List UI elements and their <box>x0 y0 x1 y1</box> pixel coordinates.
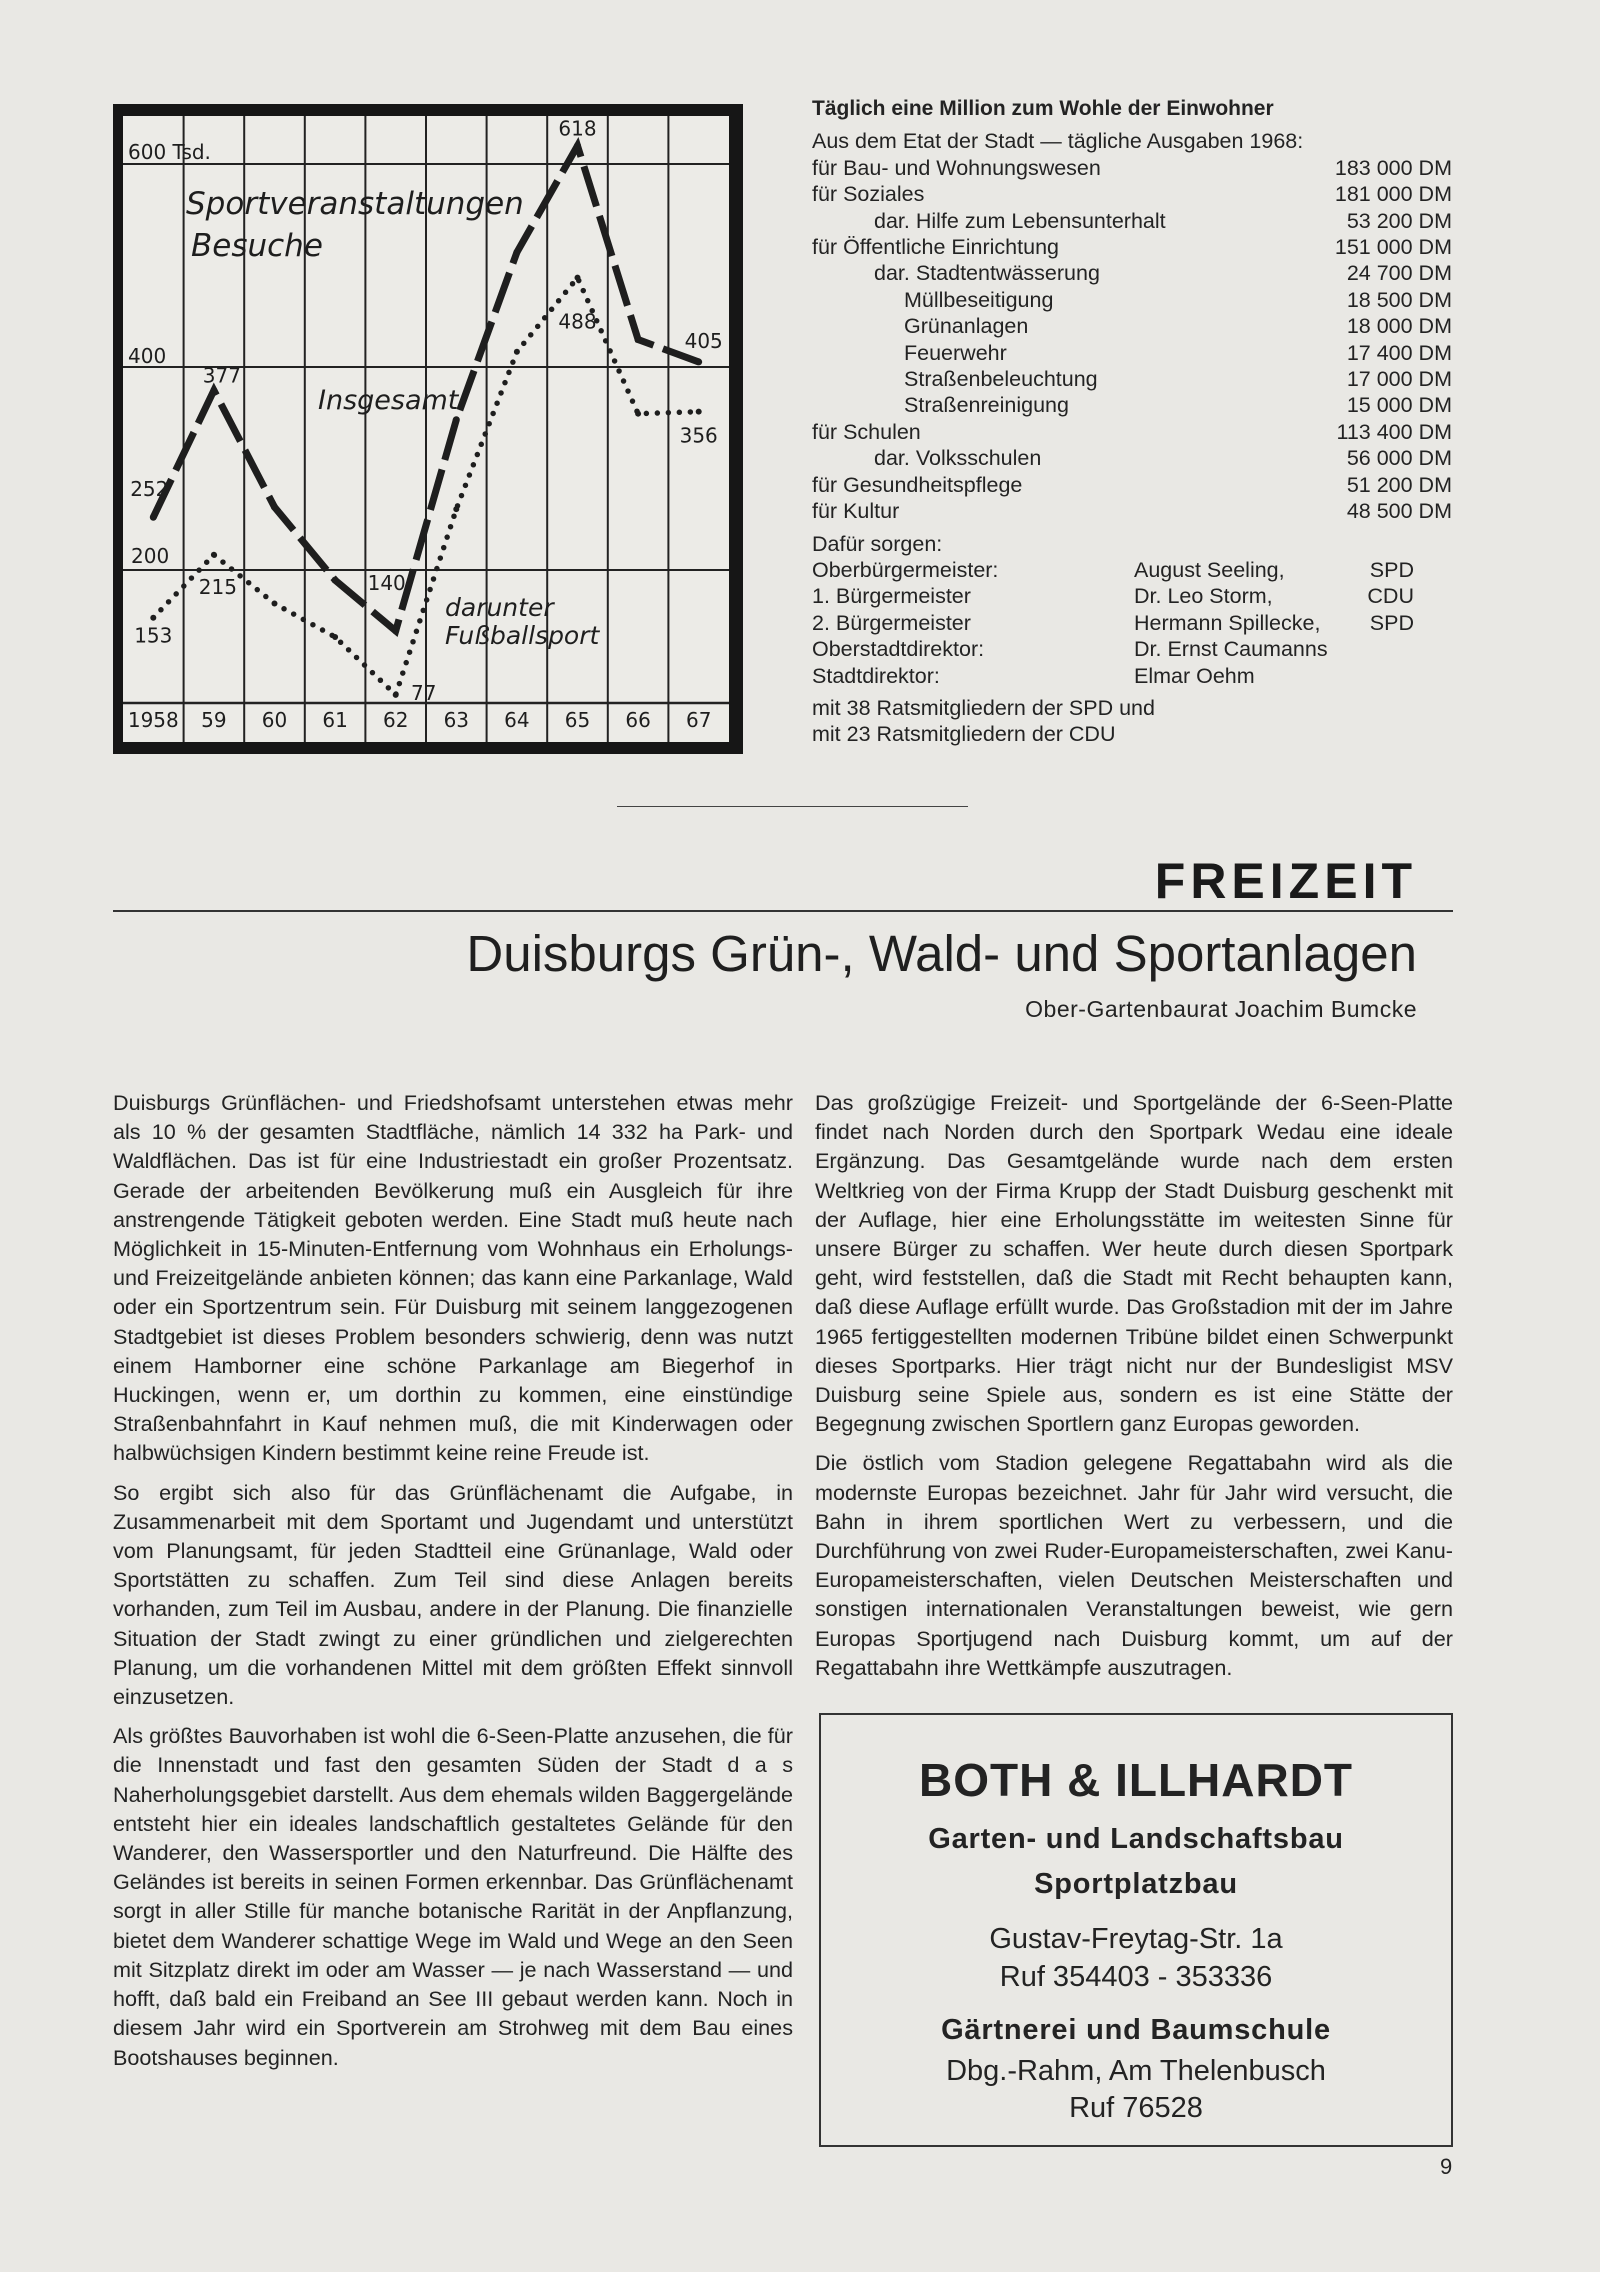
budget-label: Feuerwehr <box>904 340 1007 365</box>
ad-line: Garten- und Landschaftsbau <box>928 1823 1344 1855</box>
official-name: Dr. Ernst Caumanns <box>1134 637 1328 662</box>
budget-amount: 15 000 DM <box>1346 393 1452 418</box>
data-label: 405 <box>684 328 723 353</box>
data-point-insgesamt <box>392 627 399 634</box>
paragraph: Das großzügige Freizeit- und Sportgelände der 6-Seen-Platte findet nach Norden durch den Sportpark Wedau eine ideale Ergänzung. Das Gesamtgelände wurde nach dem ersten Weltkrieg von der Firma Krupp der Stadt Duisburg geschenkt mit der Auflage, hier eine Erholungsstätte im weitesten Sinne für unsere Bürger zu schaffen. Wer heute durch diesen Sportpark geht, wird feststellen, daß die Stadt mit Recht behaupten kann, daß diese Auflage erfüllt wurde. Das Großstadion mit der im Jahre 1965 fertiggestellten modernen Tribüne bildet einen Schwerpunkt dieses Sportparks. Hier trägt nicht nur der Bundesligist MSV Duisburg seine Spiele aus, sondern es ist eine Stätte der Begegnung zwischen Sportlern ganz Europas geworden. <box>815 1090 1453 1437</box>
ad-address: Gustav-Freytag-Str. 1a <box>989 1923 1283 1955</box>
data-point-fussballsport <box>514 349 520 355</box>
official-name: Dr. Leo Storm, <box>1134 584 1273 609</box>
budget-row <box>812 340 1452 366</box>
article-author: Ober-Gartenbaurat Joachim Bumcke <box>1025 996 1417 1022</box>
official-row <box>812 610 1452 636</box>
official-name: August Seeling, <box>1134 557 1285 582</box>
x-tick-label: 1958 <box>127 708 179 732</box>
official-row <box>812 663 1452 689</box>
paragraph: Duisburgs Grünflächen- und Friedshofsamt unterstehen etwas mehr als 10 % der gesamten Stadtfläche, nämlich 14 332 ha Park- und Waldflächen. Das ist für eine Industriestadt ein großer Prozentsatz. Gerade der arbeitenden Bevölkerung muß ein Ausgleich für ihre anstrengende Tätigkeit geboten werden. Eine Stadt muß heute nach Möglichkeit in 15-Minuten-Entfernung vom Wohnhaus ein Erholungs- und Freizeitgelände anbieten können; das kann eine Parkanlage, Wald oder ein Sportzentrum sein. Für Duisburg mit seinem langgezogenen Stadtgebiet ist dieses Problem besonders schwierig, denn was nutzt einem Hamborner eine schöne Parkanlage am Biegerhof in Huckingen, wenn er, um dorthin zu kommen, eine einstündige Straßenbahnfahrt in Kauf nehmen muß, die mit Kinderwagen oder halbwüchsigen Kindern bestimmt keine reine Freude ist. <box>113 1090 793 1466</box>
data-point-fussballsport <box>272 600 278 606</box>
ad-line: Sportplatzbau <box>1034 1868 1238 1900</box>
data-label: 356 <box>679 423 718 448</box>
budget-table <box>812 155 1452 525</box>
budget-row <box>812 472 1452 498</box>
council-line: mit 38 Ratsmitgliedern der SPD und <box>812 695 1155 720</box>
budget-row <box>812 287 1452 313</box>
data-point-fussballsport <box>332 634 338 640</box>
budget-row <box>812 155 1452 181</box>
data-label: 488 <box>558 309 597 334</box>
ad-phone: Ruf 354403 - 353336 <box>999 1961 1273 1993</box>
budget-label: für Öffentliche Einrichtung <box>812 235 1059 260</box>
official-party: CDU <box>1367 584 1414 609</box>
budget-amount: 151 000 DM <box>1334 235 1452 260</box>
series-label-insgesamt: Insgesamt. <box>318 385 467 416</box>
budget-row <box>812 313 1452 339</box>
data-point-insgesamt <box>150 514 157 521</box>
budget-row <box>812 419 1452 445</box>
official-row <box>812 583 1452 609</box>
budget-amount: 48 500 DM <box>1346 499 1452 524</box>
budget-row <box>812 498 1452 524</box>
budget-amount: 18 000 DM <box>1346 314 1452 339</box>
data-point-fussballsport <box>575 275 581 281</box>
budget-amount: 183 000 DM <box>1334 155 1452 180</box>
budget-row <box>812 366 1452 392</box>
ad-address: Dbg.-Rahm, Am Thelenbusch <box>946 2055 1326 2087</box>
article-headline: Duisburgs Grün-, Wald- und Sportanlagen <box>466 925 1417 982</box>
chart-title: Sportveranstaltungen <box>186 186 524 222</box>
x-tick-label: 63 <box>443 708 470 732</box>
budget-amount: 56 000 DM <box>1346 446 1452 471</box>
official-role: Oberbürgermeister: <box>812 557 999 582</box>
official-party: SPD <box>1369 610 1414 635</box>
budget-label: dar. Volksschulen <box>874 446 1042 471</box>
budget-row <box>812 234 1452 260</box>
official-name: Elmar Oehm <box>1134 663 1255 688</box>
data-point-fussballsport <box>211 552 217 558</box>
official-name: Hermann Spillecke, <box>1134 610 1321 635</box>
advertisement <box>819 1713 1453 2147</box>
data-point-insgesamt <box>210 387 217 394</box>
budget-row <box>812 181 1452 207</box>
data-point-insgesamt <box>695 358 702 365</box>
data-label: 618 <box>558 116 597 141</box>
x-tick-label: 67 <box>685 708 712 732</box>
x-tick-label: 64 <box>504 708 530 732</box>
y-tick-label: 400 <box>128 344 167 368</box>
ad-phone: Ruf 76528 <box>1069 2092 1203 2124</box>
data-label: 77 <box>410 680 437 705</box>
data-label: 153 <box>134 623 173 648</box>
data-label: 140 <box>367 570 406 595</box>
x-tick-label: 62 <box>382 708 409 732</box>
budget-label: dar. Stadtentwässerung <box>874 261 1100 286</box>
page-number: 9 <box>1440 2154 1453 2179</box>
budget-intro: Aus dem Etat der Stadt — tägliche Ausgaben 1968: <box>812 129 1304 154</box>
x-tick-label: 65 <box>564 708 591 732</box>
budget-label: Grünanlagen <box>904 314 1029 339</box>
data-point-fussballsport <box>393 692 399 698</box>
series-label-fussballsport: darunter <box>445 593 554 622</box>
data-point-fussballsport <box>150 615 156 621</box>
officials-intro: Dafür sorgen: <box>812 531 943 556</box>
x-tick-label: 66 <box>625 708 651 732</box>
chart-title: Besuche <box>191 228 323 264</box>
article-column-left <box>113 1088 793 2082</box>
budget-row <box>812 392 1452 418</box>
sport-attendance-chart <box>113 104 743 754</box>
budget-row <box>812 445 1452 471</box>
budget-amount: 51 200 DM <box>1346 472 1452 497</box>
council-line: mit 23 Ratsmitgliedern der CDU <box>812 722 1116 747</box>
data-point-insgesamt <box>635 336 642 343</box>
budget-label: für Kultur <box>812 499 900 524</box>
budget-box <box>812 96 1452 748</box>
budget-row <box>812 260 1452 286</box>
official-role: 1. Bürgermeister <box>812 584 971 609</box>
data-point-fussballsport <box>453 506 459 512</box>
data-point-insgesamt <box>271 504 278 511</box>
data-point-insgesamt <box>332 577 339 584</box>
budget-label: für Bau- und Wohnungswesen <box>812 155 1101 180</box>
budget-amount: 53 200 DM <box>1346 208 1452 233</box>
y-tick-label: 200 <box>131 544 170 568</box>
budget-label: Müllbeseitigung <box>904 287 1054 312</box>
official-party: SPD <box>1369 557 1414 582</box>
data-point-insgesamt <box>574 142 581 149</box>
data-label: 252 <box>130 477 169 502</box>
ad-firm-name: BOTH & ILLHARDT <box>918 1754 1354 1806</box>
budget-amount: 24 700 DM <box>1346 261 1452 286</box>
budget-amount: 181 000 DM <box>1334 182 1452 207</box>
x-tick-label: 59 <box>201 708 227 732</box>
official-role: 2. Bürgermeister <box>812 610 971 635</box>
data-point-fussballsport <box>635 411 641 417</box>
series-label-fussballsport: Fußballsport <box>445 621 600 650</box>
data-point-insgesamt <box>453 416 460 423</box>
divider <box>617 806 968 807</box>
official-role: Stadtdirektor: <box>812 663 940 688</box>
paragraph: Als größtes Bauvorhaben ist wohl die 6-Seen-Platte anzusehen, die für die Innenstadt und fast den gesamten Süden der Stadt d a s Naherholungsgebiet darstellt. Aus dem ehemals wilden Baggergelände entsteht hier ein ideales landschaftlich gestaltetes Gelände für den Wanderer, den Wassersportler und den Naturfreund. Die Hälfte des Geländes ist bereits in seinen Formen erkennbar. Das Grünflächenamt sorgt in aller Stille für manche botanische Rarität in der Anpflanzung, bietet dem Wanderer schattige Wege im Wald und Wege an den Seen mit Sitzplatz direkt im oder am Wasser — je nach Wasserstand — und hofft, daß bald ein Freiband an See III gebaut werden kann. Noch in diesem Jahr wird ein Sportverein am Strohweg mit dem Bau eines Bootshauses beginnen. <box>113 1723 793 2070</box>
data-point-insgesamt <box>513 249 520 256</box>
paragraph: Die östlich vom Stadion gelegene Regattabahn wird als die modernste Europas bezeichnet. Jahr für Jahr wird versucht, die Bahn in ihrem sportlichen Wert zu verbessern, und die Durchführung von zwei Ruder-Europameisterschaften, zwei Kanu-Europameisterschaften, vielen Deutschen Meisterschaften und sonstigen internationalen Veranstaltungen beweist, wie gern Europas Sportjugend nach Duisburg kommt, um auf der Regattabahn ihre Wettkämpfe auszutragen. <box>815 1450 1453 1680</box>
budget-label: dar. Hilfe zum Lebensunterhalt <box>874 208 1166 233</box>
divider <box>113 910 1453 912</box>
budget-amount: 18 500 DM <box>1346 287 1452 312</box>
official-party <box>1334 663 1414 689</box>
official-row <box>812 557 1452 583</box>
official-row <box>812 636 1452 662</box>
budget-amount: 113 400 DM <box>1336 419 1452 444</box>
official-party <box>1334 636 1414 662</box>
section-heading: FREIZEIT <box>1154 853 1417 909</box>
x-tick-label: 61 <box>322 708 348 732</box>
budget-amount: 17 000 DM <box>1346 367 1452 392</box>
data-label: 215 <box>198 574 237 599</box>
budget-label: für Soziales <box>812 182 925 207</box>
article-column-right <box>815 1088 1453 1692</box>
official-role: Oberstadtdirektor: <box>812 637 985 662</box>
y-tick-label: 600 Tsd. <box>128 140 211 164</box>
ad-line: Gärtnerei und Baumschule <box>941 2014 1331 2046</box>
budget-label: Straßenbeleuchtung <box>904 367 1098 392</box>
data-label: 377 <box>202 363 241 388</box>
x-tick-label: 60 <box>261 708 288 732</box>
budget-label: für Schulen <box>812 419 921 444</box>
budget-label: für Gesundheitspflege <box>812 472 1023 497</box>
budget-row <box>812 208 1452 234</box>
budget-title: Täglich eine Million zum Wohle der Einwohner <box>812 97 1274 120</box>
budget-label: Straßenreinigung <box>904 393 1069 418</box>
data-point-fussballsport <box>696 409 702 415</box>
budget-amount: 17 400 DM <box>1346 340 1452 365</box>
paragraph: So ergibt sich also für das Grünflächenamt die Aufgabe, in Zusammenarbeit mit dem Sportamt und Jugendamt und unterstützt vom Planungsamt, für jeden Stadtteil eine Grünanlage, Wald oder Sportstätten zu schaffen. Zum Teil sind diese Anlagen bereits vorhanden, zum Teil im Ausbau, andere in der Planung. Die finanzielle Situation der Stadt zwingt zu einer gründlichen und zielgerechten Planung, um die vorhandenen Mittel mit dem größten Effekt sinnvoll einzusetzen. <box>113 1479 793 1710</box>
officials-list <box>812 557 1452 689</box>
